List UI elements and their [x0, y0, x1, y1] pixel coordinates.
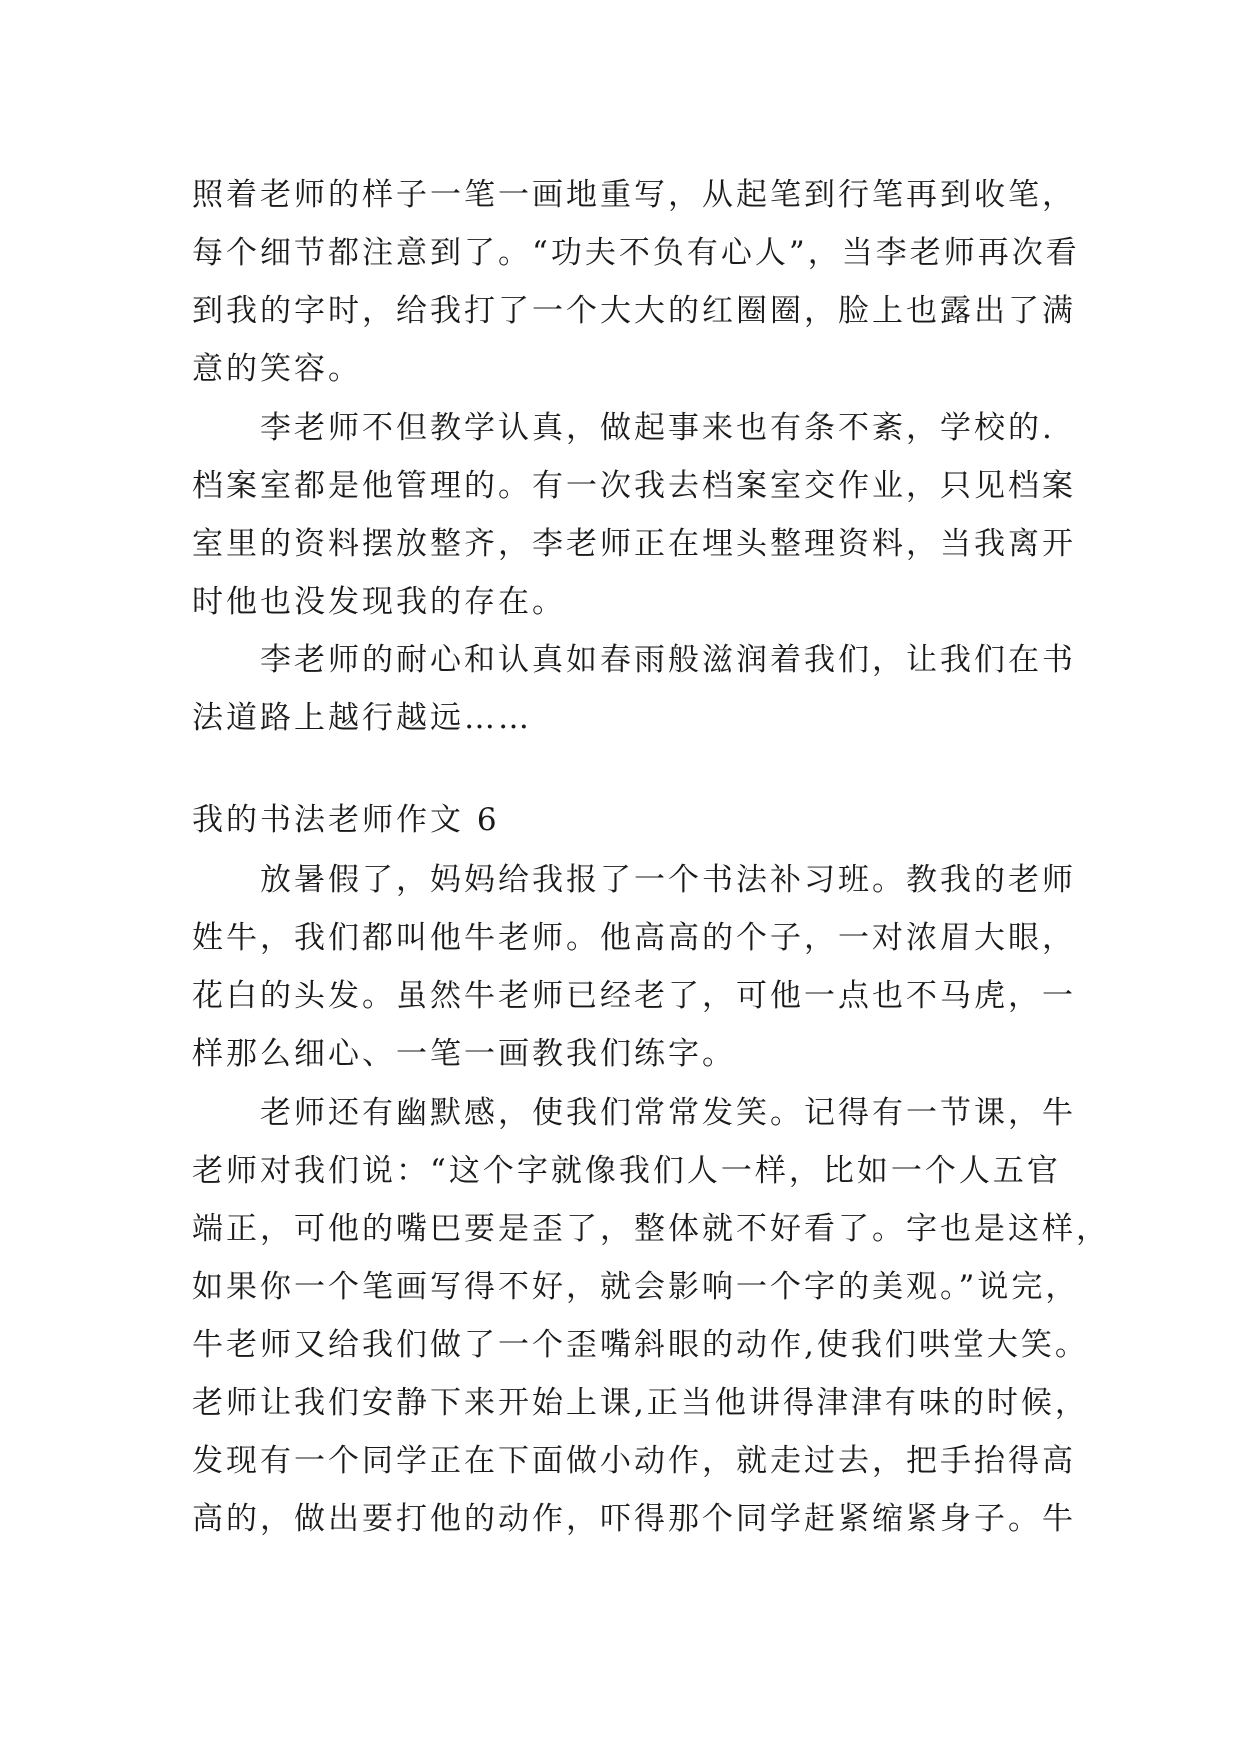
paragraph-summer-class	[192, 851, 1076, 1083]
text-line: 端正，可他的嘴巴要是歪了，整体就不好看了。字也是这样，	[192, 1211, 1110, 1247]
text-line: 姓牛，我们都叫他牛老师。他高高的个子，一对浓眉大眼，	[192, 920, 1076, 956]
text-line: 牛老师又给我们做了一个歪嘴斜眼的动作,使我们哄堂大笑。	[192, 1327, 1089, 1363]
text-line: 到我的字时，给我打了一个大大的红圈圈，脸上也露出了满	[192, 293, 1076, 329]
text-line: 高的，做出要打他的动作，吓得那个同学赶紧缩紧身子。牛	[192, 1501, 1076, 1537]
text-line: 时他也没发现我的存在。	[192, 584, 566, 620]
text-line: 室里的资料摆放整齐，李老师正在埋头整理资料，当我离开	[192, 526, 1076, 562]
paragraph-conclusion	[192, 631, 1076, 747]
text-line: 样那么细心、一笔一画教我们练字。	[192, 1036, 736, 1072]
paragraph-continuation	[192, 166, 1080, 398]
text-line: 每个细节都注意到了。“功夫不负有心人”，当李老师再次看	[192, 235, 1080, 271]
text-line: 意的笑容。	[192, 351, 362, 387]
text-line: 档案室都是他管理的。有一次我去档案室交作业，只见档案	[192, 468, 1076, 504]
text-line: 如果你一个笔画写得不好，就会影响一个字的美观。”说完，	[192, 1269, 1080, 1305]
paragraph-humor	[192, 1084, 1110, 1548]
paragraph-archive-room	[192, 399, 1076, 631]
text-line: 老师还有幽默感，使我们常常发笑。记得有一节课，牛	[192, 1095, 1076, 1131]
text-line: 照着老师的样子一笔一画地重写，从起笔到行笔再到收笔，	[192, 177, 1076, 213]
text-line: 法道路上越行越远……	[192, 700, 532, 736]
essay-title: 我的书法老师作文 6	[192, 802, 500, 838]
text-line: 发现有一个同学正在下面做小动作，就走过去，把手抬得高	[192, 1443, 1076, 1479]
text-line: 老师对我们说：“这个字就像我们人一样，比如一个人五官	[192, 1153, 1061, 1189]
text-line: 放暑假了，妈妈给我报了一个书法补习班。教我的老师	[192, 862, 1076, 898]
text-line: 老师让我们安静下来开始上课,正当他讲得津津有味的时候，	[192, 1385, 1089, 1421]
text-line: 李老师不但教学认真，做起事来也有条不紊，学校的.	[192, 410, 1055, 446]
text-line: 花白的头发。虽然牛老师已经老了，可他一点也不马虎，一	[192, 978, 1076, 1014]
text-line: 李老师的耐心和认真如春雨般滋润着我们，让我们在书	[192, 642, 1076, 678]
